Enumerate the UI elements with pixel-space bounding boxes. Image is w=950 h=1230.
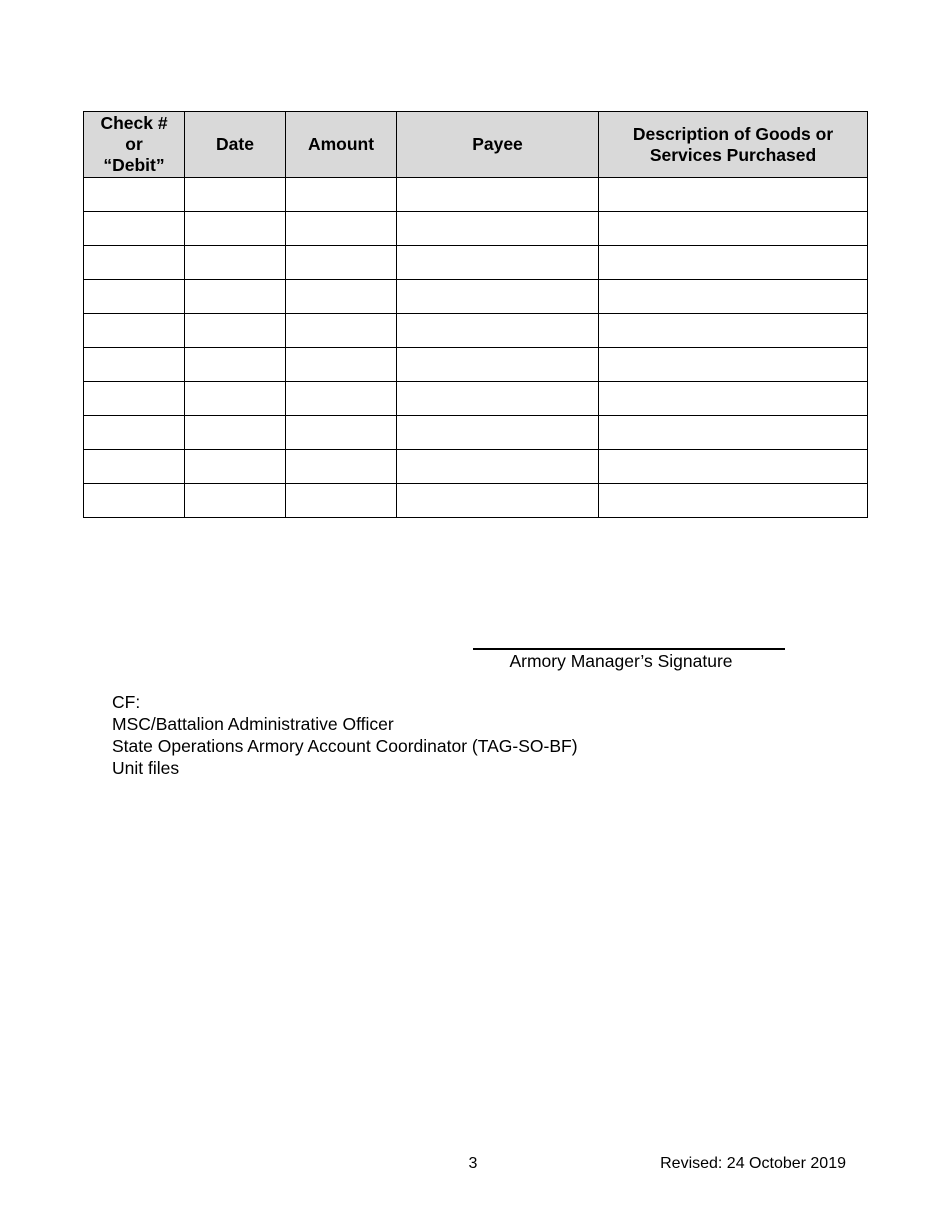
cf-block <box>112 691 578 779</box>
cell-check-number[interactable] <box>84 416 185 450</box>
header-check-line: Check # <box>100 113 168 133</box>
cell-date[interactable] <box>185 212 286 246</box>
cell-check-number[interactable] <box>84 212 185 246</box>
cf-recipient: Unit files <box>112 758 180 778</box>
cell-description[interactable] <box>599 348 868 382</box>
cell-description[interactable] <box>599 178 868 212</box>
cell-payee[interactable] <box>397 416 599 450</box>
cell-amount[interactable] <box>286 212 397 246</box>
cell-description[interactable] <box>599 314 868 348</box>
cell-payee[interactable] <box>397 178 599 212</box>
cell-description[interactable] <box>599 484 868 518</box>
cell-payee[interactable] <box>397 314 599 348</box>
cell-payee[interactable] <box>397 484 599 518</box>
cell-amount[interactable] <box>286 382 397 416</box>
table-row <box>84 450 868 484</box>
table-row <box>84 314 868 348</box>
cell-amount[interactable] <box>286 450 397 484</box>
cell-payee[interactable] <box>397 450 599 484</box>
cell-amount[interactable] <box>286 484 397 518</box>
cell-date[interactable] <box>185 246 286 280</box>
cell-amount[interactable] <box>286 416 397 450</box>
cell-amount[interactable] <box>286 348 397 382</box>
cf-recipient: MSC/Battalion Administrative Officer <box>112 714 394 734</box>
cell-payee[interactable] <box>397 246 599 280</box>
header-description <box>599 112 868 178</box>
table-row <box>84 382 868 416</box>
cell-amount[interactable] <box>286 246 397 280</box>
cell-payee[interactable] <box>397 382 599 416</box>
expenditure-table <box>83 111 868 518</box>
cell-description[interactable] <box>599 212 868 246</box>
header-date: Date <box>185 112 286 178</box>
cf-heading: CF: <box>112 692 141 712</box>
cell-amount[interactable] <box>286 280 397 314</box>
cell-description[interactable] <box>599 280 868 314</box>
table-row <box>84 212 868 246</box>
cell-amount[interactable] <box>286 178 397 212</box>
cell-date[interactable] <box>185 484 286 518</box>
header-check-line: or <box>125 134 143 154</box>
cell-date[interactable] <box>185 280 286 314</box>
table-body <box>84 178 868 518</box>
cell-check-number[interactable] <box>84 280 185 314</box>
cf-recipient: State Operations Armory Account Coordinator (TAG-SO-BF) <box>112 736 578 756</box>
cell-payee[interactable] <box>397 348 599 382</box>
table-row <box>84 348 868 382</box>
cell-description[interactable] <box>599 416 868 450</box>
cell-description[interactable] <box>599 246 868 280</box>
cell-date[interactable] <box>185 314 286 348</box>
signature-label: Armory Manager’s Signature <box>509 651 733 671</box>
header-description-line: Description of Goods or <box>632 123 834 144</box>
signature-line <box>473 648 785 650</box>
table-row <box>84 246 868 280</box>
revised-date: Revised: 24 October 2019 <box>660 1155 846 1172</box>
cell-check-number[interactable] <box>84 450 185 484</box>
table-row <box>84 484 868 518</box>
cell-date[interactable] <box>185 416 286 450</box>
cell-check-number[interactable] <box>84 484 185 518</box>
header-payee: Payee <box>397 112 599 178</box>
cell-payee[interactable] <box>397 212 599 246</box>
table-row <box>84 280 868 314</box>
header-amount: Amount <box>286 112 397 178</box>
header-description-line: Services Purchased <box>649 144 817 165</box>
table-row <box>84 416 868 450</box>
header-check-number <box>84 112 185 178</box>
cell-date[interactable] <box>185 348 286 382</box>
cell-description[interactable] <box>599 382 868 416</box>
cell-date[interactable] <box>185 178 286 212</box>
cell-payee[interactable] <box>397 280 599 314</box>
header-check-line: “Debit” <box>103 155 165 175</box>
cell-description[interactable] <box>599 450 868 484</box>
cell-date[interactable] <box>185 382 286 416</box>
cell-check-number[interactable] <box>84 178 185 212</box>
cell-date[interactable] <box>185 450 286 484</box>
table-header-row <box>84 112 868 178</box>
cell-check-number[interactable] <box>84 382 185 416</box>
cell-check-number[interactable] <box>84 348 185 382</box>
cell-check-number[interactable] <box>84 314 185 348</box>
page-number: 3 <box>468 1155 478 1172</box>
cell-check-number[interactable] <box>84 246 185 280</box>
table-row <box>84 178 868 212</box>
cell-amount[interactable] <box>286 314 397 348</box>
